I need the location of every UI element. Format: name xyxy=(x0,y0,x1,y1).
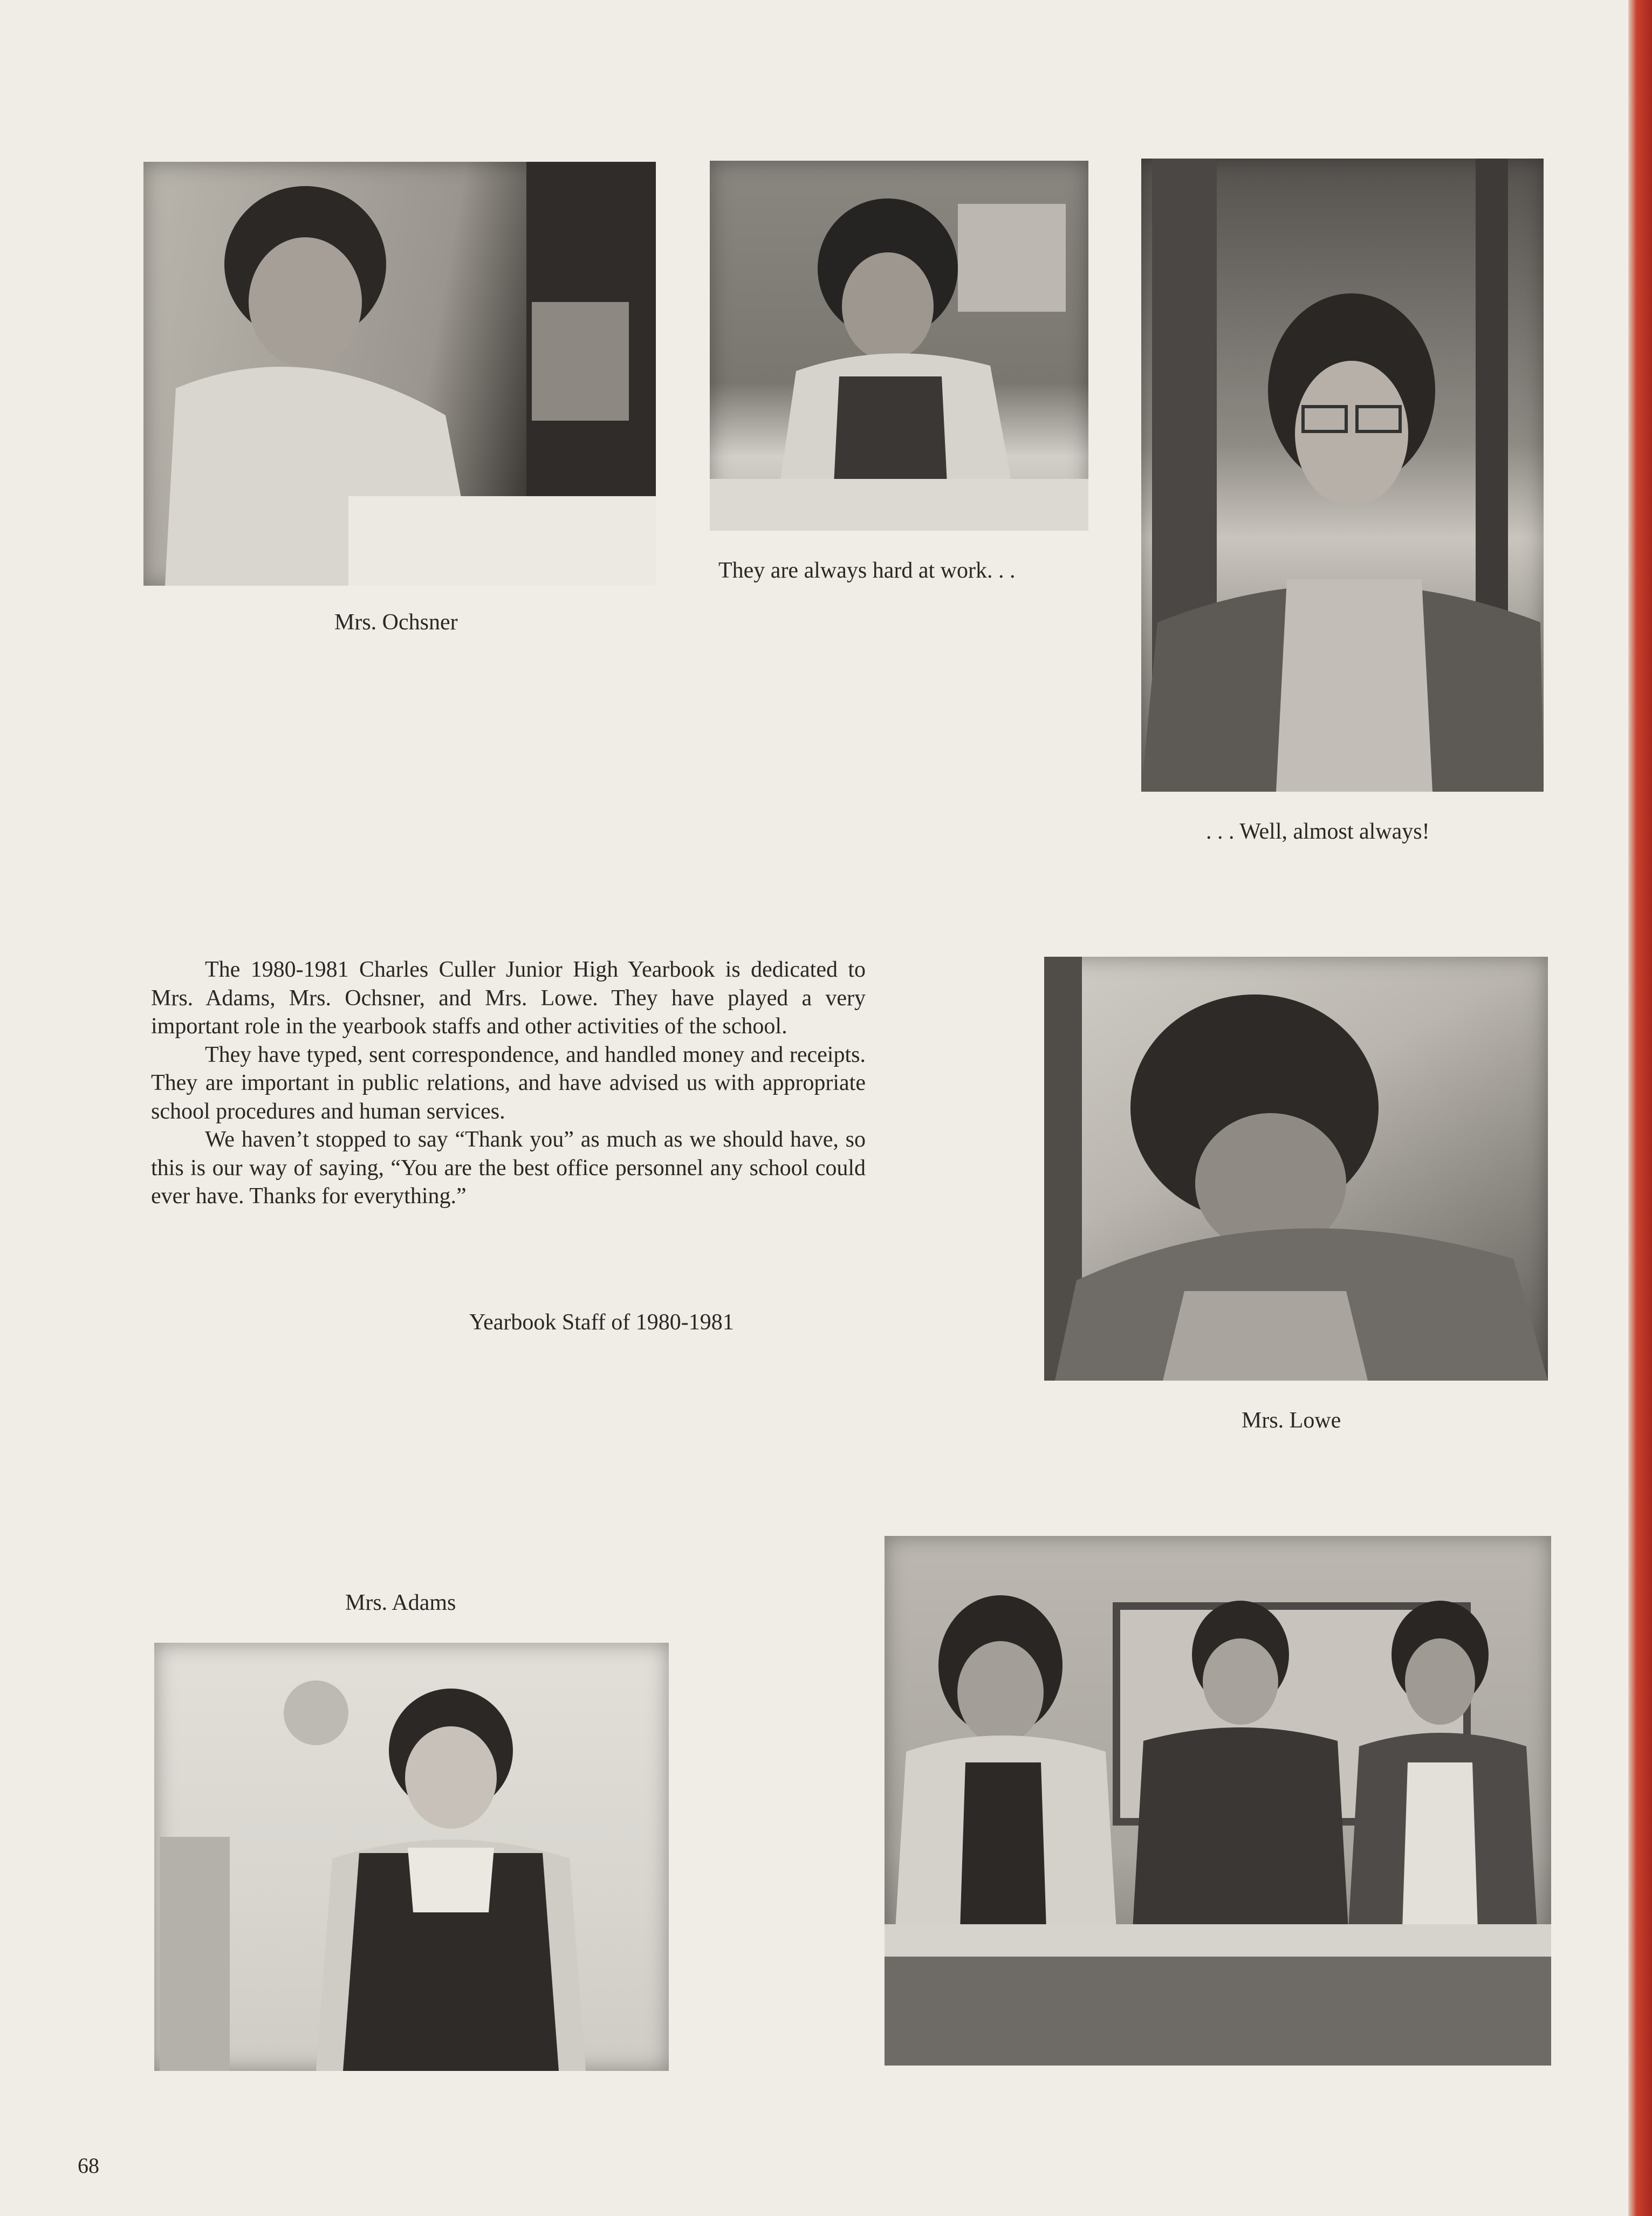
dedication-paragraph: We haven’t stopped to say “Thank you” as much as we should have, so this is our way of saying, “You are the best office personnel any school could ever have. Thanks for everything.” xyxy=(151,1127,866,1209)
photo-office-staff-group xyxy=(885,1536,1551,2066)
dedication-text xyxy=(151,956,866,1211)
page-edge-binding xyxy=(1628,0,1652,2216)
photo-mrs-ochsner xyxy=(143,162,656,586)
photo-almost-always xyxy=(1141,159,1544,792)
caption-almost-always: . . . Well, almost always! xyxy=(1206,819,1430,844)
photo-mrs-lowe xyxy=(1044,957,1548,1381)
dedication-signature: Yearbook Staff of 1980-1981 xyxy=(469,1310,734,1335)
caption-hard-at-work: They are always hard at work. . . xyxy=(718,558,1016,583)
dedication-paragraph: The 1980-1981 Charles Culler Junior High Yearbook is dedicated to Mrs. Adams, Mrs. Ochsner, and Mrs. Lowe. They have played a very important role in the yearbook staffs and other activities of the school. xyxy=(151,957,866,1039)
caption-mrs-adams: Mrs. Adams xyxy=(345,1590,456,1615)
caption-mrs-ochsner: Mrs. Ochsner xyxy=(334,610,458,635)
caption-mrs-lowe: Mrs. Lowe xyxy=(1242,1408,1341,1433)
page-number: 68 xyxy=(78,2153,99,2178)
photo-hard-at-work xyxy=(710,161,1088,531)
photo-mrs-adams xyxy=(154,1643,669,2071)
dedication-paragraph: They have typed, sent correspondence, and handled money and receipts. They are important in public relations, and have advised us with appropriate school procedures and human services. xyxy=(151,1042,866,1124)
